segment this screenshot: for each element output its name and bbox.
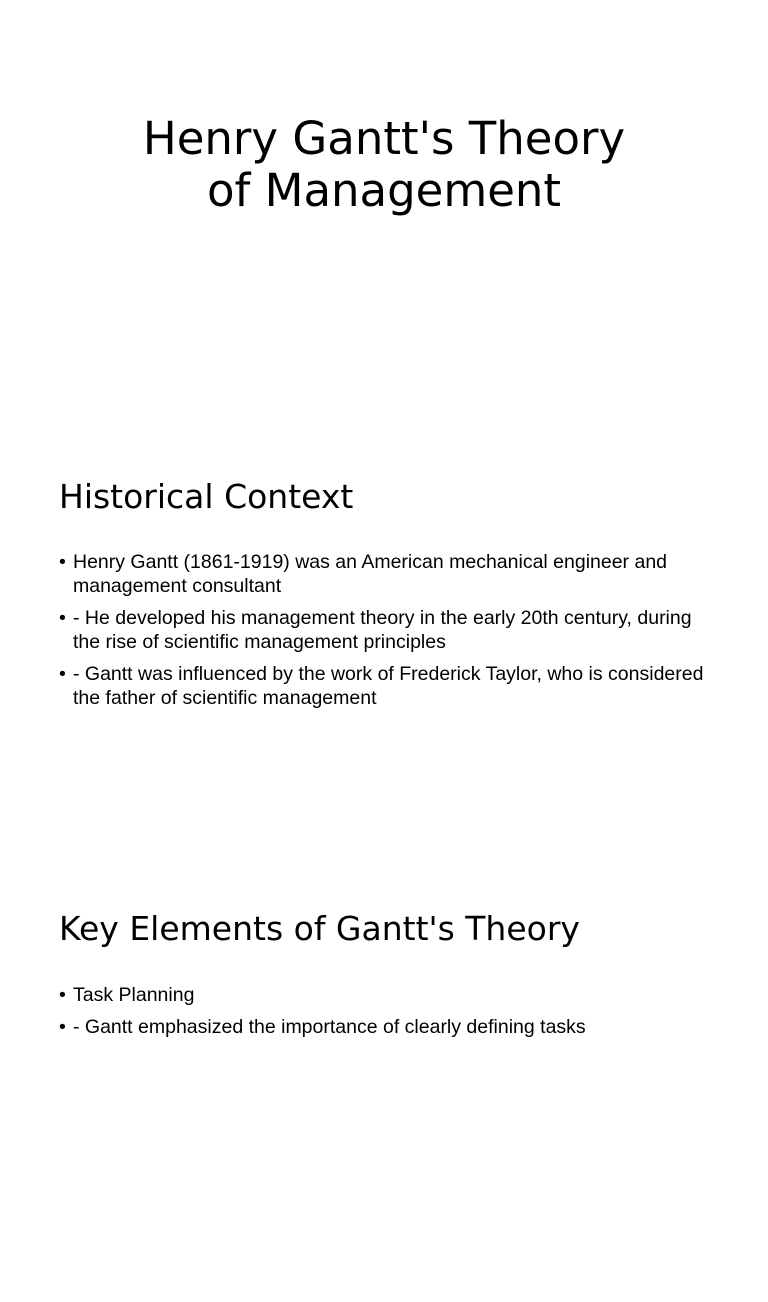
- bullet-dot: •: [59, 607, 66, 629]
- bullet-text: Task Planning: [73, 984, 195, 1006]
- bullet-item: [59, 550, 719, 598]
- bullet-text: - Gantt emphasized the importance of clearly defining tasks: [73, 1016, 586, 1038]
- bullet-dot: •: [59, 984, 66, 1006]
- bullet-item: [59, 983, 719, 1007]
- bullet-item: [59, 662, 719, 710]
- bullet-item: [59, 1015, 719, 1039]
- bullet-item: [59, 606, 719, 654]
- deck-title-line-1: Henry Gantt's Theory: [142, 112, 626, 165]
- bullet-dot: •: [59, 551, 66, 573]
- bullet-list: [59, 983, 719, 1047]
- bullet-dot: •: [59, 1016, 66, 1038]
- bullet-text: - Gantt was influenced by the work of Frederick Taylor, who is considered the father of scientific management: [73, 663, 704, 709]
- bullet-text: - He developed his management theory in the early 20th century, during the rise of scientific management principles: [73, 607, 692, 653]
- deck-title: [0, 113, 768, 217]
- bullet-text: Henry Gantt (1861-1919) was an American mechanical engineer and management consultant: [73, 551, 668, 597]
- slide-heading: Historical Context: [59, 477, 354, 516]
- slide-historical-context: [0, 434, 768, 868]
- bullet-list: [59, 550, 719, 718]
- bullet-dot: •: [59, 663, 66, 685]
- deck-title-line-2: of Management: [206, 164, 562, 217]
- title-slide: [0, 0, 768, 434]
- slide-heading: Key Elements of Gantt's Theory: [59, 909, 580, 948]
- slide-key-elements: [0, 868, 768, 1302]
